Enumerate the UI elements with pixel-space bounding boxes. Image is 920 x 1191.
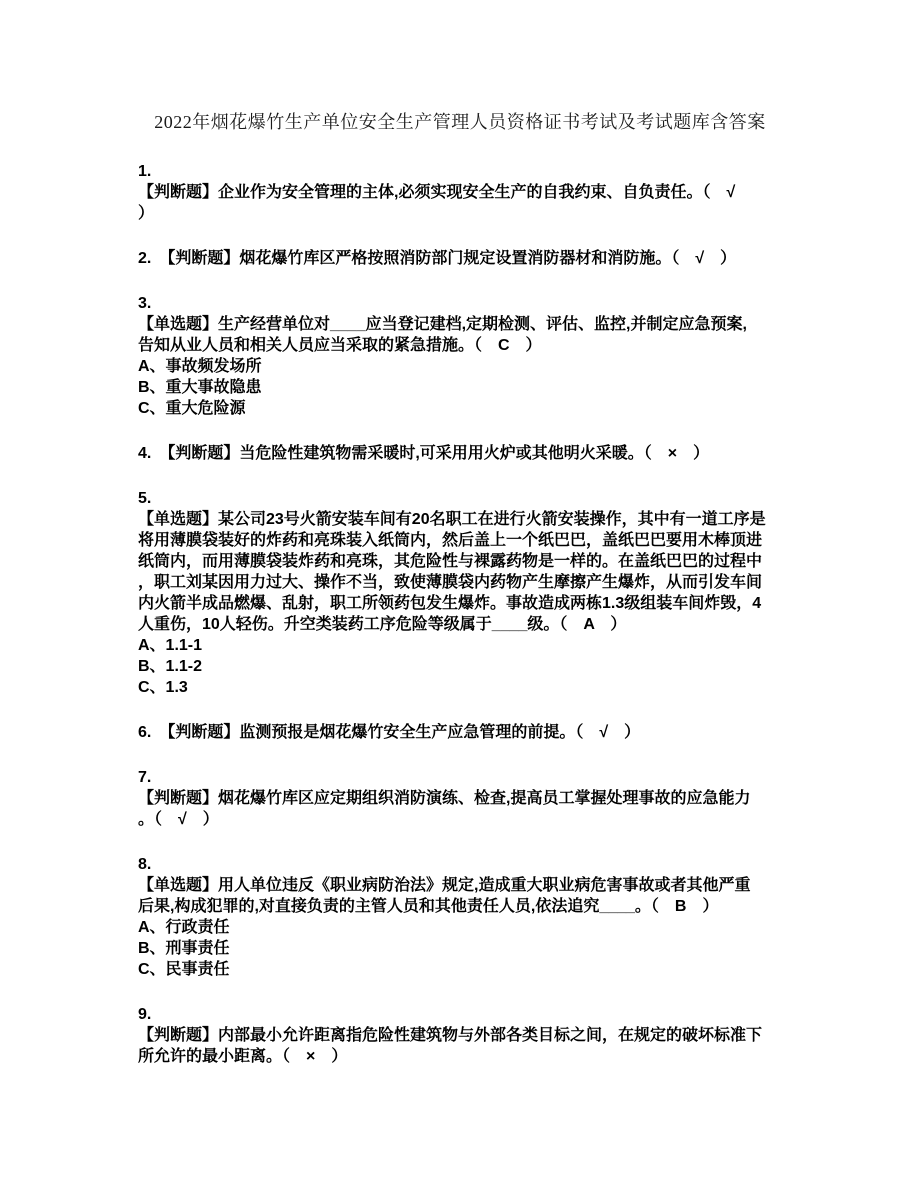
question-5-line-6: 内火箭半成品燃爆、乱射，职工所领药包发生爆炸。事故造成两栋1.3级组装车间炸毁，4 xyxy=(138,595,762,612)
document-title: 2022年烟花爆竹生产单位安全生产管理人员资格证书考试及考试题库含答案 xyxy=(154,112,766,132)
questions-container xyxy=(138,161,798,1067)
question-1-line-3: ） xyxy=(138,205,155,222)
question-8-line-4: A、行政责任 xyxy=(138,919,230,936)
question-5-line-2: 【单选题】某公司23号火箭安装车间有20名职工在进行火箭安装操作，其中有一道工序是 xyxy=(138,511,766,528)
question-5-line-3: 将用薄膜袋装好的炸药和亮珠装入纸筒内，然后盖上一个纸巴巴，盖纸巴巴要用木棒顶进 xyxy=(138,532,763,549)
question-8 xyxy=(138,854,798,980)
question-5 xyxy=(138,488,798,698)
question-4 xyxy=(138,443,798,464)
question-7-line-2: 【判断题】烟花爆竹库区应定期组织消防演练、检查,提高员工掌握处理事故的应急能力 xyxy=(138,790,751,807)
question-3-line-2: 【单选题】生产经营单位对____应当登记建档,定期检测、评估、监控,并制定应急预案, xyxy=(138,316,747,333)
question-4-line-1: 4. 【判断题】当危险性建筑物需采暖时,可采用用火炉或其他明火采暖。（ × ） xyxy=(138,445,710,462)
question-9-line-2: 【判断题】内部最小允许距离指危险性建筑物与外部各类目标之间，在规定的破坏标准下 xyxy=(138,1027,763,1044)
question-6-line-1: 6. 【判断题】监测预报是烟花爆竹安全生产应急管理的前提。（ √ ） xyxy=(138,724,641,741)
question-1-line-2: 【判断题】企业作为安全管理的主体,必须实现安全生产的自我约束、自负责任。（ √ xyxy=(138,184,736,201)
question-5-line-1: 5. xyxy=(138,490,152,507)
question-8-line-5: B、刑事责任 xyxy=(138,940,230,957)
question-5-line-4: 纸筒内，而用薄膜袋装炸药和亮珠，其危险性与裸露药物是一样的。在盖纸巴巴的过程中 xyxy=(138,553,763,570)
question-3-line-6: C、重大危险源 xyxy=(138,400,246,417)
question-5-line-8: A、1.1-1 xyxy=(138,637,203,654)
question-6 xyxy=(138,722,798,743)
question-5-line-5: ，职工刘某因用力过大、操作不当，致使薄膜袋内药物产生摩擦产生爆炸，从而引发车间 xyxy=(138,574,763,591)
question-7 xyxy=(138,767,798,830)
question-7-line-3: 。（ √ ） xyxy=(138,811,219,828)
question-3 xyxy=(138,293,798,419)
question-8-line-2: 【单选题】用人单位违反《职业病防治法》规定,造成重大职业病危害事故或者其他严重 xyxy=(138,877,751,894)
question-5-line-9: B、1.1-2 xyxy=(138,658,203,675)
question-9-line-1: 9. xyxy=(138,1006,152,1023)
question-7-line-1: 7. xyxy=(138,769,152,786)
question-3-line-5: B、重大事故隐患 xyxy=(138,379,262,396)
question-9 xyxy=(138,1004,798,1067)
question-2 xyxy=(138,248,798,269)
question-8-line-1: 8. xyxy=(138,856,152,873)
question-1 xyxy=(138,161,798,224)
question-8-line-6: C、民事责任 xyxy=(138,961,230,978)
question-5-line-7: 人重伤，10人轻伤。升空类装药工序危险等级属于____级。（ A ） xyxy=(138,616,627,633)
question-3-line-4: A、事故频发场所 xyxy=(138,358,262,375)
question-3-line-3: 告知从业人员和相关人员应当采取的紧急措施。（ C ） xyxy=(138,337,542,354)
question-8-line-3: 后果,构成犯罪的,对直接负责的主管人员和其他责任人员,依法追究____。（ B ） xyxy=(138,898,719,915)
question-1-line-1: 1. xyxy=(138,163,152,180)
question-9-line-3: 所允许的最小距离。（ × ） xyxy=(138,1048,348,1065)
question-2-line-1: 2. 【判断题】烟花爆竹库区严格按照消防部门规定设置消防器材和消防施。（ √ ） xyxy=(138,250,737,267)
question-5-line-10: C、1.3 xyxy=(138,679,188,696)
question-3-line-1: 3. xyxy=(138,295,152,312)
